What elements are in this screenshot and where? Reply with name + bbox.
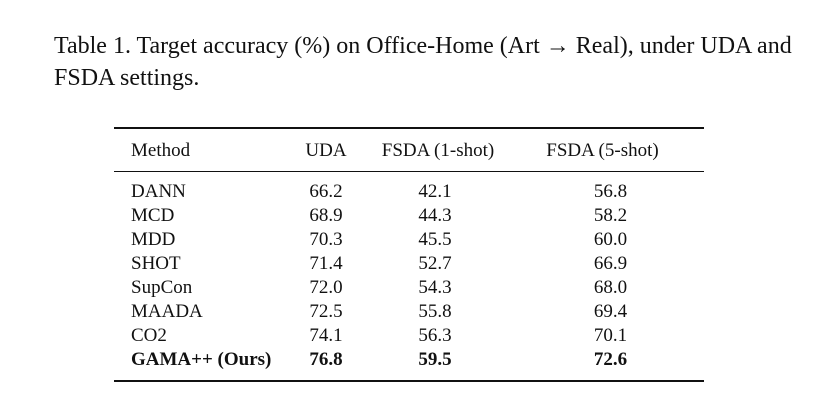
accuracy-table bbox=[114, 129, 704, 171]
method-cell: MDD bbox=[131, 229, 176, 250]
header-row bbox=[114, 129, 704, 171]
uda-cell: 71.4 bbox=[309, 253, 343, 274]
fsda-5shot-cell: 69.4 bbox=[593, 301, 628, 322]
fsda-1shot-cell: 42.1 bbox=[418, 181, 452, 202]
fsda-5shot-cell: 66.9 bbox=[593, 253, 628, 274]
table-caption: Table 1. Target accuracy (%) on Office-Home (Art → Real), under UDA and FSDA settings. bbox=[54, 33, 792, 91]
uda-cell: 70.3 bbox=[309, 229, 343, 250]
header-fsda-1shot: FSDA (1-shot) bbox=[381, 140, 495, 161]
uda-cell: 66.2 bbox=[309, 181, 343, 202]
method-cell: SupCon bbox=[131, 277, 193, 298]
uda-cell: 76.8 bbox=[309, 349, 343, 370]
table-row bbox=[114, 172, 704, 204]
fsda-1shot-cell: 55.8 bbox=[418, 301, 452, 322]
fsda-5shot-cell: 60.0 bbox=[593, 229, 628, 250]
fsda-1shot-cell: 44.3 bbox=[418, 205, 452, 226]
accuracy-table-body bbox=[114, 172, 704, 380]
fsda-1shot-cell: 59.5 bbox=[418, 349, 452, 370]
uda-cell: 72.5 bbox=[309, 301, 343, 322]
method-cell: GAMA++ (Ours) bbox=[131, 349, 272, 370]
fsda-1shot-cell: 52.7 bbox=[418, 253, 452, 274]
table-row bbox=[114, 228, 704, 252]
fsda-1shot-cell: 56.3 bbox=[418, 325, 452, 346]
table-row bbox=[114, 300, 704, 324]
method-cell: SHOT bbox=[131, 253, 181, 274]
method-cell: MCD bbox=[131, 205, 175, 226]
table-row bbox=[114, 252, 704, 276]
fsda-1shot-cell: 54.3 bbox=[418, 277, 452, 298]
uda-cell: 68.9 bbox=[309, 205, 343, 226]
fsda-1shot-cell: 45.5 bbox=[418, 229, 452, 250]
bottom-rule bbox=[114, 380, 704, 382]
fsda-5shot-cell: 70.1 bbox=[593, 325, 628, 346]
method-cell: DANN bbox=[131, 181, 186, 202]
uda-cell: 72.0 bbox=[309, 277, 343, 298]
table-row bbox=[114, 204, 704, 228]
fsda-5shot-cell: 68.0 bbox=[593, 277, 628, 298]
header-method: Method bbox=[131, 140, 191, 161]
method-cell: MAADA bbox=[131, 301, 203, 322]
uda-cell: 74.1 bbox=[309, 325, 343, 346]
fsda-5shot-cell: 58.2 bbox=[593, 205, 628, 226]
fsda-5shot-cell: 72.6 bbox=[593, 349, 628, 370]
header-uda: UDA bbox=[305, 140, 347, 161]
header-fsda-5shot: FSDA (5-shot) bbox=[546, 140, 659, 161]
results-table bbox=[114, 127, 704, 382]
fsda-5shot-cell: 56.8 bbox=[593, 181, 628, 202]
table-row bbox=[114, 324, 704, 348]
method-cell: CO2 bbox=[131, 325, 167, 346]
table-row bbox=[114, 276, 704, 300]
table-row-ours bbox=[114, 348, 704, 380]
